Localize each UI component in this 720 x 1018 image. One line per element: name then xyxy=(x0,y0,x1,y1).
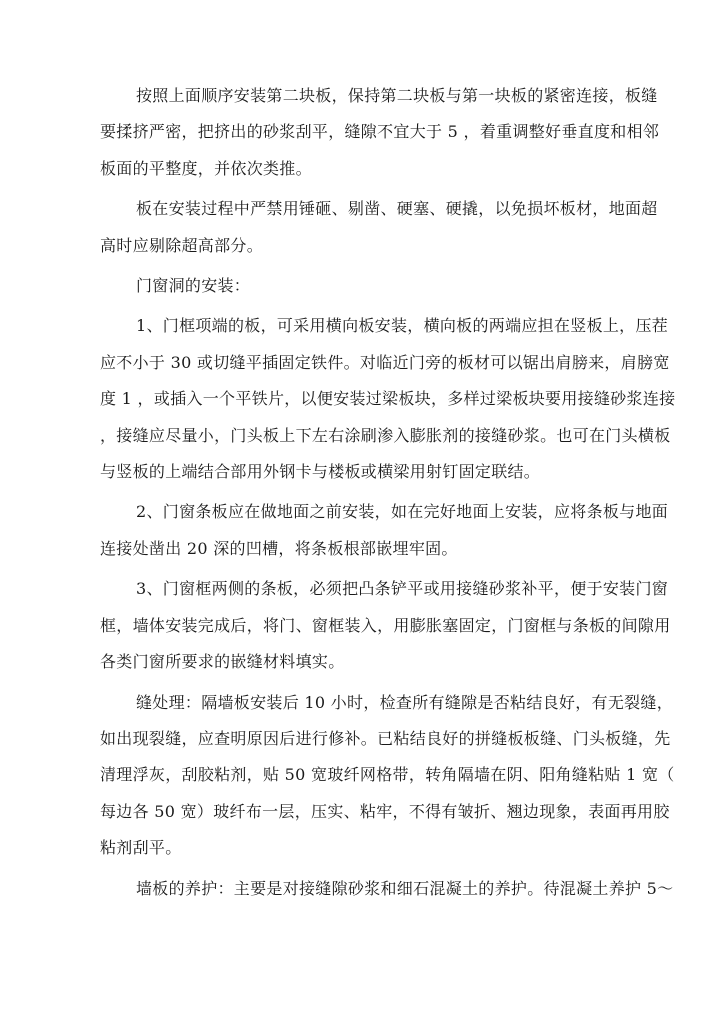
text-line: 2、门窗条板应在做地面之前安装，如在完好地面上安装，应将条板与地面 xyxy=(136,502,669,522)
text-line: 每边各 50 宽）玻纤布一层，压实、粘牢，不得有皱折、翘边现象，表面再用胶 xyxy=(100,801,670,821)
text-line: 板在安装过程中严禁用锤砸、剔凿、硬塞、硬撬，以免损坏板材，地面超 xyxy=(136,199,658,219)
text-line: 粘剂刮平。 xyxy=(100,838,182,858)
text-line: 要揉挤严密，把挤出的砂浆刮平，缝隙不宜大于 5 ，着重调整好垂直度和相邻 xyxy=(100,122,660,142)
paragraph-door-frame-top xyxy=(100,308,676,490)
paragraph-door-strip-before-floor xyxy=(100,494,669,567)
text-line: 度 1 ，或插入一个平铁片，以便安装过梁板块，多样过梁板块要用接缝砂浆连接 xyxy=(100,389,676,409)
text-line: 清理浮灰，刮胶粘剂，贴 50 宽玻纤网格带，转角隔墙在阴、阳角缝粘贴 1 宽（ xyxy=(100,765,675,785)
text-line: 1、门框项端的板，可采用横向板安装，横向板的两端应担在竖板上，压茬 xyxy=(136,316,669,336)
paragraph-installation-sequence xyxy=(100,78,660,187)
text-line: 墙板的养护：主要是对接缝隙砂浆和细石混凝土的养护。待混凝土养护 5～ xyxy=(136,878,674,898)
document-page xyxy=(100,78,676,911)
text-line: 高时应剔除超高部分。 xyxy=(100,235,264,255)
paragraph-no-hammering xyxy=(100,191,658,264)
text-line: 与竖板的上端结合部用外钢卡与楼板或横梁用射钉固定联结。 xyxy=(100,462,541,482)
text-line: 框，墙体安装完成后，将门、窗框装入，用膨胀塞固定，门窗框与条板的间隙用 xyxy=(100,615,671,635)
paragraph-joint-treatment xyxy=(100,685,675,867)
text-line: 如出现裂缝，应查明原因后进行修补。已粘结良好的拼缝板板缝、门头板缝，先 xyxy=(100,728,671,748)
text-line: 缝处理：隔墙板安装后 10 小时，检查所有缝隙是否粘结良好，有无裂缝， xyxy=(136,692,674,712)
text-line: 3、门窗框两侧的条板，必须把凸条铲平或用接缝砂浆补平，便于安装门窗 xyxy=(136,579,669,599)
section-heading: 门窗洞的安装： xyxy=(136,276,251,296)
text-line: 板面的平整度，并依次类推。 xyxy=(100,158,312,178)
paragraph-side-strips xyxy=(100,571,671,680)
text-line: 各类门窗所要求的嵌缝材料填实。 xyxy=(100,652,345,672)
text-line: ，接缝应尽量小，门头板上下左右涂刷渗入膨胀剂的接缝砂浆。也可在门头横板 xyxy=(100,425,671,445)
paragraph-wall-curing xyxy=(100,871,674,907)
text-line: 按照上面顺序安装第二块板，保持第二块板与第一块板的紧密连接，板缝 xyxy=(136,86,658,105)
text-line: 连接处凿出 20 深的凹槽，将条板根部嵌埋牢固。 xyxy=(100,538,458,558)
text-line: 应不小于 30 或切缝平插固定铁件。对临近门旁的板材可以锯出肩膀来，肩膀宽 xyxy=(100,352,670,372)
paragraph-door-window-heading xyxy=(100,268,632,304)
